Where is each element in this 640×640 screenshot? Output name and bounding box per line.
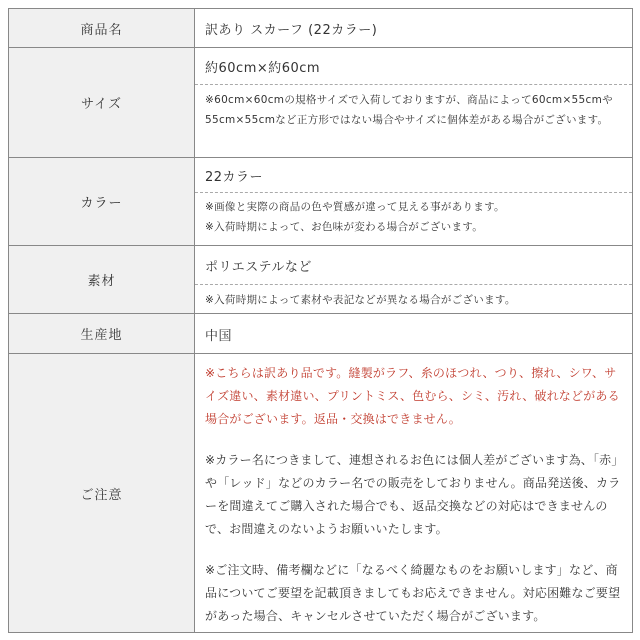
- caution-paragraph-1: ※こちらは訳あり品です。縫製がラフ、糸のほつれ、つり、擦れ、シワ、サイズ違い、素材違い、プリントミス、色むら、シミ、汚れ、破れなどがある場合がございます。返品・交換はできません。: [205, 366, 620, 426]
- color-value: 22カラー: [205, 169, 264, 185]
- caution-paragraph-2: ※カラー名につきまして、連想されるお色には個人差がございます為、「赤」や「レッド」などのカラー名での販売をしておりません。商品発送後、カラーを間違えてご購入された場合でも、返品交換などの対応はできませんので、お間違えのないようお願いいたします。: [205, 453, 624, 536]
- caution-label: ご注意: [9, 354, 195, 632]
- size-value: 約60cm×約60cm: [205, 60, 321, 76]
- color-note-cell: [195, 192, 632, 246]
- material-value: ポリエステルなど: [205, 259, 312, 275]
- row-origin: [9, 313, 632, 353]
- material-label: 素材: [9, 246, 195, 313]
- caution-paragraph-3: ※ご注文時、備考欄などに「なるべく綺麗なものをお願いします」など、商品についてご要望を記載頂きましてもお応えできません。対応困難なご要望があった場合、キャンセルさせていただく場合がございます。: [205, 563, 621, 623]
- origin-label: 生産地: [9, 314, 195, 353]
- color-note-2: ※入荷時期によって、お色味が変わる場合がございます。: [205, 221, 484, 233]
- product-info-table: [8, 8, 633, 633]
- size-label: サイズ: [9, 48, 195, 157]
- caution-notes: [195, 354, 632, 632]
- row-size: [9, 47, 632, 157]
- row-product-name: [9, 9, 632, 47]
- row-caution: [9, 353, 632, 632]
- product-name-label: 商品名: [9, 9, 195, 47]
- origin-value: 中国: [205, 328, 233, 344]
- color-note-1: ※画像と実際の商品の色や質感が違って見える事があります。: [205, 201, 505, 213]
- material-note: ※入荷時期によって素材や表記などが異なる場合がございます。: [205, 293, 516, 306]
- color-label: カラー: [9, 158, 195, 245]
- row-color: [9, 157, 632, 245]
- size-note: ※60cm×60cmの規格サイズで入荷しておりますが、商品によって60cm×55cmや55cm×55cmなど正方形ではない場合やサイズに個体差がある場合がございます。: [205, 94, 613, 126]
- row-material: [9, 245, 632, 313]
- material-note-cell: [195, 284, 632, 314]
- size-note-cell: [195, 84, 632, 158]
- product-name-value: 訳あり スカーフ (22カラー): [205, 22, 378, 38]
